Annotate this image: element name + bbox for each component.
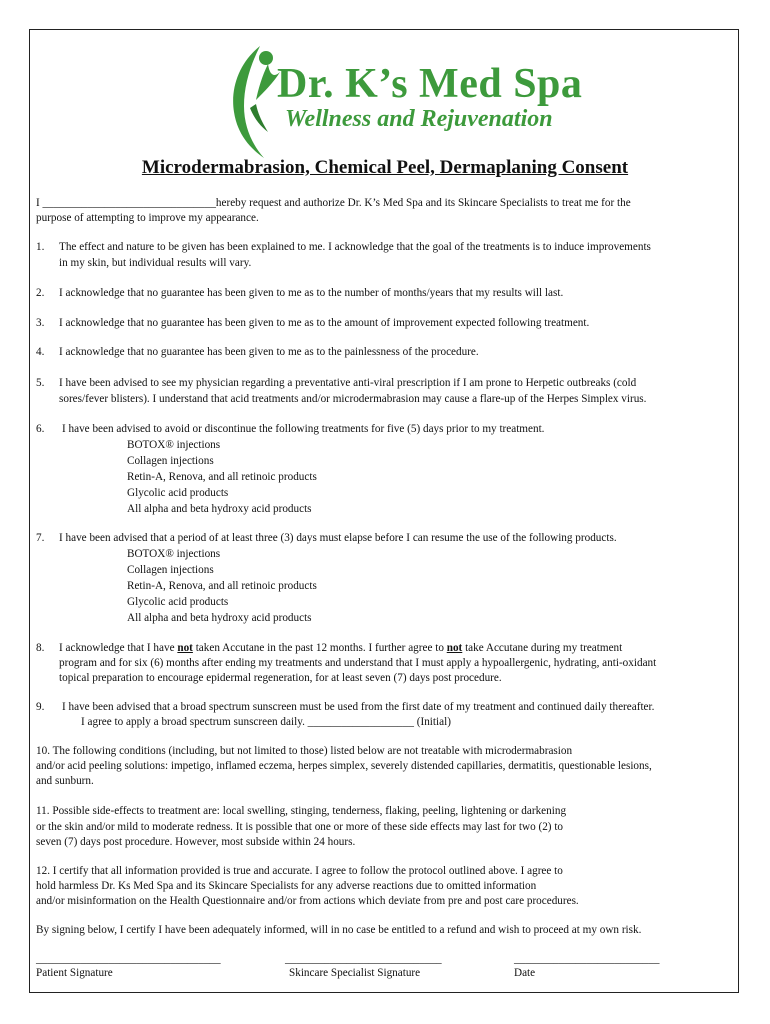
item-8-not-1: not — [177, 642, 193, 654]
patient-signature-line[interactable]: _________________________________ — [36, 953, 221, 965]
date-label: Date — [514, 967, 536, 979]
item-4-line-1: I acknowledge that no guarantee has been given to me as to the painlessness of the procedure. — [59, 346, 479, 358]
spa-logo — [220, 42, 620, 160]
item-11-line-1: 11. Possible side-effects to treatment are: local swelling, stinging, tenderness, flaking, peeling, lightening or darkening — [36, 805, 567, 817]
item-8-line-3: topical preparation to encourage epidermal regeneration, for at least seven (7) days post procedure. — [59, 672, 502, 684]
item-12-line-2: hold harmless Dr. Ks Med Spa and its Skincare Specialists for any adverse reactions due to omitted information — [36, 880, 537, 892]
patient-signature-label: Patient Signature — [36, 967, 113, 979]
item-1-line-2: in my skin, but individual results will vary. — [59, 257, 252, 269]
item-3-line-1: I acknowledge that no guarantee has been given to me as to the amount of improvement expected following treatment. — [59, 317, 590, 329]
item-7-list-item: All alpha and beta hydroxy acid products — [127, 612, 312, 624]
item-6-list-item: Glycolic acid products — [127, 487, 229, 499]
item-number: 4. — [36, 346, 45, 358]
item-12-line-1: 12. I certify that all information provided is true and accurate. I agree to follow the protocol outlined above. I agree to — [36, 865, 563, 877]
item-10-line-3: and sunburn. — [36, 775, 94, 787]
item-7-line-1: I have been advised that a period of at least three (3) days must elapse before I can resume the use of the following products. — [59, 532, 617, 544]
item-9-line-1: I have been advised that a broad spectrum sunscreen must be used from the first date of my treatment and continued daily thereafter. — [62, 701, 655, 713]
item-number: 9. — [36, 701, 45, 713]
item-6-list-item: All alpha and beta hydroxy acid products — [127, 503, 312, 515]
item-8-not-2: not — [446, 642, 463, 654]
item-7-list-item: BOTOX® injections — [127, 548, 221, 560]
specialist-signature-label: Skincare Specialist Signature — [289, 967, 421, 979]
item-number: 2. — [36, 287, 45, 299]
item-number: 8. — [36, 642, 45, 654]
item-6-list-item: BOTOX® injections — [127, 439, 221, 451]
document-title: Microdermabrasion, Chemical Peel, Dermaplaning Consent — [141, 157, 629, 178]
intro-line-1: I _______________________________hereby request and authorize Dr. K’s Med Spa and its Skincare Specialists to treat me for the — [36, 197, 631, 209]
item-12-line-3: and/or misinformation on the Health Questionnaire and/or from actions which deviate from pre and post care procedures. — [36, 895, 579, 907]
item-number: 7. — [36, 532, 45, 544]
item-5-line-2: sores/fever blisters). I understand that acid treatments and/or microdermabrasion may cause a flare-up of the Herpes Simplex virus. — [59, 393, 647, 405]
item-number: 5. — [36, 377, 45, 389]
item-11-line-3: seven (7) days post procedure. However, most subside within 24 hours. — [36, 836, 356, 848]
specialist-signature-line[interactable]: ____________________________ — [285, 953, 442, 965]
consent-form-page — [29, 29, 739, 993]
closing-statement: By signing below, I certify I have been adequately informed, will in no case be entitled to a refund and wish to proceed at my own risk. — [36, 924, 642, 936]
intro-line-2: purpose of attempting to improve my appearance. — [36, 212, 259, 224]
item-8-line-1 — [59, 641, 622, 657]
item-8-line-2: program and for six (6) months after ending my treatments and understand that I must apply a hypoallergenic, hydrating, anti-oxidant — [59, 657, 657, 669]
item-8-text-c: take Accutane during my treatment — [462, 642, 623, 654]
item-5-line-1: I have been advised to see my physician regarding a preventative anti-viral prescription if I am prone to Herpetic outbreaks (cold — [59, 377, 637, 389]
item-10-line-2: and/or acid peeling solutions: impetigo, inflamed eczema, herpes simplex, severely distended capillaries, dermatitis, questionable lesions, — [36, 760, 652, 772]
item-11-line-2: or the skin and/or mild to moderate redness. It is possible that one or more of these side effects may last for two (2) to — [36, 821, 564, 833]
item-7-list-item: Retin-A, Renova, and all retinoic products — [127, 580, 317, 592]
item-10-line-1: 10. The following conditions (including, but not limited to those) listed below are not treatable with microdermabrasion — [36, 745, 573, 757]
item-6-list-item: Retin-A, Renova, and all retinoic products — [127, 471, 317, 483]
item-number: 1. — [36, 241, 45, 253]
item-7-list-item: Collagen injections — [127, 564, 214, 576]
logo-name: Dr. K’s Med Spa — [277, 61, 583, 107]
date-line[interactable]: __________________________ — [514, 953, 660, 965]
item-8-text-b: taken Accutane in the past 12 months. I further agree to — [192, 642, 447, 654]
item-number: 3. — [36, 317, 45, 329]
item-number: 6. — [36, 423, 45, 435]
item-1-line-1: The effect and nature to be given has been explained to me. I acknowledge that the goal of the treatments is to induce improvements — [59, 241, 651, 253]
logo-tagline: Wellness and Rejuvenation — [285, 106, 553, 132]
item-2-line-1: I acknowledge that no guarantee has been given to me as to the number of months/years that my results will last. — [59, 287, 564, 299]
item-6-line-1: I have been advised to avoid or discontinue the following treatments for five (5) days prior to my treatment. — [62, 423, 545, 435]
item-7-list-item: Glycolic acid products — [127, 596, 229, 608]
item-9-line-2: I agree to apply a broad spectrum sunscreen daily. ___________________ (Initial) — [81, 716, 451, 728]
item-6-list-item: Collagen injections — [127, 455, 214, 467]
item-8-text-a: I acknowledge that I have — [59, 642, 178, 654]
